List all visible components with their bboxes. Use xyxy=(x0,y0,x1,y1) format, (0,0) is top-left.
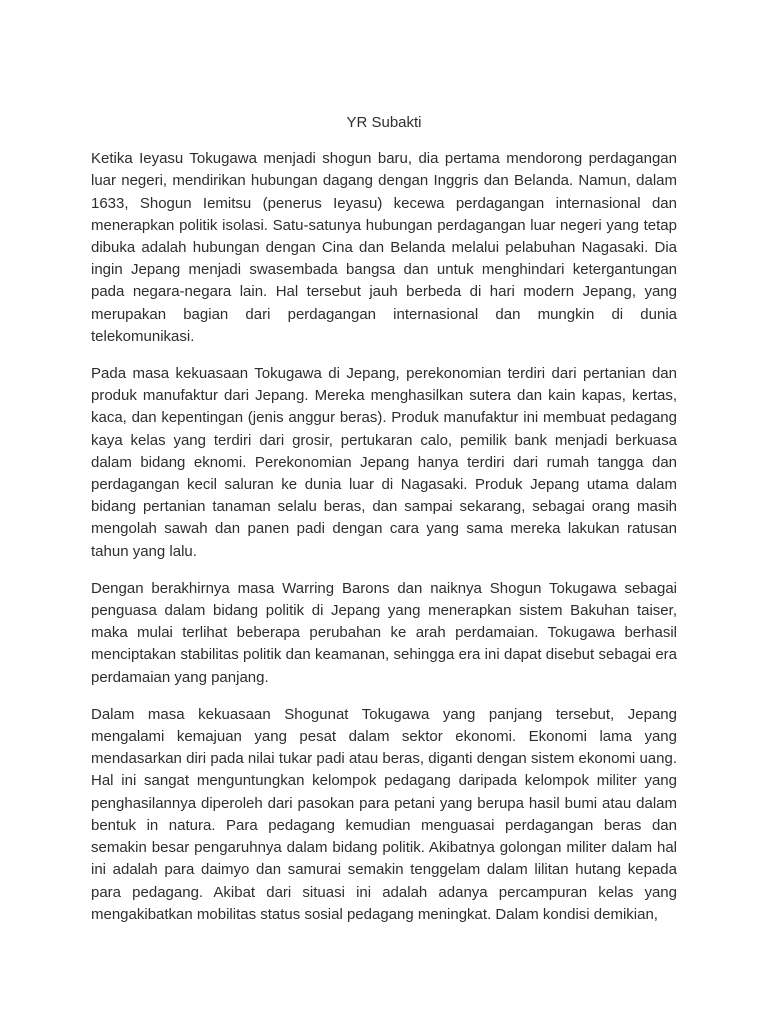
paragraph-4: Dalam masa kekuasaan Shogunat Tokugawa yang panjang tersebut, Jepang mengalami kemajuan yang pesat dalam sektor ekonomi. Ekonomi lama yang mendasarkan diri pada nilai tukar padi atau beras, diganti dengan sistem ekonomi uang. Hal ini sangat menguntungkan kelompok pedagang daripada kelompok militer yang penghasilannya diperoleh dari pasokan para petani yang berupa hasil bumi atau dalam bentuk in natura. Para pedagang kemudian menguasai perdagangan beras dan semakin besar pengaruhnya dalam bidang politik. Akibatnya golongan militer dalam hal ini adalah para daimyo dan samurai semakin tenggelam dalam lilitan hutang kepada para pedagang. Akibat dari situasi ini adalah adanya percampuran kelas yang mengakibatkan mobilitas status sosial pedagang meningkat. Dalam kondisi demikian, xyxy=(91,705,677,923)
paragraph-3: Dengan berakhirnya masa Warring Barons dan naiknya Shogun Tokugawa sebagai penguasa dalam bidang politik di Jepang yang menerapkan sistem Bakuhan taiser, maka mulai terlihat beberapa perubahan ke arah perdamaian. Tokugawa berhasil menciptakan stabilitas politik dan keamanan, sehingga era ini dapat disebut sebagai era perdamaian yang panjang. xyxy=(91,579,677,686)
document-page xyxy=(91,112,677,941)
author-name: YR Subakti xyxy=(346,114,422,131)
paragraph-2: Pada masa kekuasaan Tokugawa di Jepang, perekonomian terdiri dari pertanian dan produk manufaktur dari Jepang. Mereka menghasilkan sutera dan kain kapas, kertas, kaca, dan kepentingan (jenis anggur beras). Produk manufaktur ini membuat pedagang kaya kelas yang terdiri dari grosir, pertukaran calo, pemilik bank menjadi berkuasa dalam bidang eknomi. Perekonomian Jepang hanya terdiri dari rumah tangga dan perdagangan kecil saluran ke dunia luar di Nagasaki. Produk Jepang utama dalam bidang pertanian tanaman selalu beras, dan sampai sekarang, sebagai orang masih mengolah sawah dan panen padi dengan cara yang sama mereka lakukan ratusan tahun yang lalu. xyxy=(91,365,677,560)
paragraph-1: Ketika Ieyasu Tokugawa menjadi shogun baru, dia pertama mendorong perdagangan luar negeri, mendirikan hubungan dagang dengan Inggris dan Belanda. Namun, dalam 1633, Shogun Iemitsu (penerus Ieyasu) kecewa perdagangan internasional dan menerapkan politik isolasi. Satu-satunya hubungan perdagangan luar negeri yang tetap dibuka adalah hubungan dengan Cina dan Belanda melalui pelabuhan Nagasaki. Dia ingin Jepang menjadi swasembada bangsa dan untuk menghindari ketergantungan pada negara-negara lain. Hal tersebut jauh berbeda di hari modern Jepang, yang merupakan bagian dari perdagangan internasional dan mungkin di dunia telekomunikasi. xyxy=(91,150,677,345)
